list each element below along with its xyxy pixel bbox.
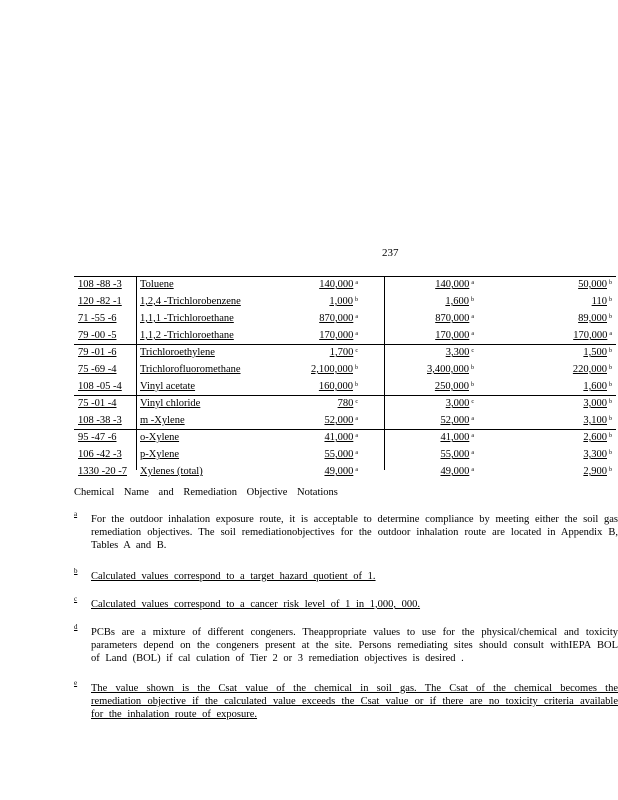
note-marker: a <box>471 331 474 337</box>
note-marker: a <box>471 467 474 473</box>
objective-value-2: 250,000 $^b$ <box>434 381 474 392</box>
objective-value-3: 170,000 $^a$ <box>573 330 612 341</box>
note-marker: a <box>355 416 358 422</box>
table-row <box>74 276 616 294</box>
note-item <box>74 679 618 721</box>
note-marker: b <box>471 382 474 388</box>
table-row <box>74 447 616 464</box>
chemical-name: p-Xylene <box>140 449 180 460</box>
objective-value-2: 41,000 $^a$ <box>440 432 474 443</box>
note-marker: b <box>609 416 612 422</box>
table-row <box>74 311 616 328</box>
objective-value-1: 160,000 $^b$ <box>318 381 358 392</box>
objective-value-3: 3,100 $^b$ <box>583 415 612 426</box>
note-marker: c <box>74 595 78 603</box>
objective-value-2: 170,000 $^a$ <box>435 330 474 341</box>
note-marker: b <box>355 365 358 371</box>
notes-title: Chemical Name and Remediation Objective Notations <box>74 487 338 498</box>
cas-number: 106 -42 -3 <box>78 449 122 460</box>
chemical-name: m -Xylene <box>140 415 185 426</box>
note-marker: a <box>471 314 474 320</box>
note-text: The value shown is the Csat value of the chemical in soil gas. The Csat of the chemical becomes the remediation objective if the calculated value exceeds the Csat value or if there are no toxicity criteria available for the inhalation route of exposure. <box>91 683 618 720</box>
objective-value-3: 1,600 $^b$ <box>583 381 612 392</box>
note-marker: b <box>609 314 612 320</box>
note-marker: b <box>471 297 474 303</box>
cas-number: 120 -82 -1 <box>78 296 122 307</box>
cas-number: 108 -05 -4 <box>78 381 122 392</box>
chemical-name: Xylenes (total) <box>140 466 203 477</box>
note-text: Calculated values correspond to a cancer risk level of 1 in 1,000, 000. <box>91 599 421 610</box>
objective-value-1: 52,000 $^a$ <box>324 415 358 426</box>
note-marker: b <box>74 567 78 575</box>
note-text: PCBs are a mixture of different congeners. Theappropriate values to use for the physical/chemical and toxicity parameters depend on the congeners present at the site. Persons remediating sites should consult withIEPA BOL of Land (BOL) if cal culation of Tier 2 or 3 remediation objectives is desired . <box>91 627 618 664</box>
note-marker: a <box>471 280 474 286</box>
note-item <box>74 595 618 611</box>
cas-number: 75 -01 -4 <box>78 398 117 409</box>
cas-number: 71 -55 -6 <box>78 313 117 324</box>
cas-number: 75 -69 -4 <box>78 364 117 375</box>
table-row <box>74 430 616 447</box>
note-text: Calculated values correspond to a target hazard quotient of 1. <box>91 571 376 582</box>
note-marker: b <box>609 348 612 354</box>
objective-value-2: 1,600 $^b$ <box>445 296 474 307</box>
cas-number: 95 -47 -6 <box>78 432 117 443</box>
objective-value-1: 55,000 $^a$ <box>324 449 358 460</box>
note-marker: a <box>471 416 474 422</box>
objective-value-2: 3,000 $^c$ <box>445 398 474 409</box>
chemical-name: Trichloroethylene <box>140 347 215 358</box>
note-marker: b <box>609 280 612 286</box>
note-marker: c <box>471 399 474 405</box>
table-row <box>74 345 616 362</box>
note-marker: d <box>74 623 78 631</box>
objective-value-1: 170,000 $^a$ <box>319 330 358 341</box>
objective-value-1: 2,100,000 $^b$ <box>311 364 358 375</box>
objective-value-2: 52,000 $^a$ <box>440 415 474 426</box>
note-marker: e <box>74 679 78 687</box>
table-row <box>74 396 616 413</box>
note-marker: b <box>355 297 358 303</box>
page-number: 237 <box>382 247 399 259</box>
note-marker: c <box>355 348 358 354</box>
note-marker: a <box>609 331 612 337</box>
note-marker: b <box>609 450 612 456</box>
table-row <box>74 464 616 481</box>
note-item <box>74 510 618 552</box>
table-row <box>74 362 616 379</box>
objective-value-2: 49,000 $^a$ <box>440 466 474 477</box>
objective-value-3: 50,000 $^b$ <box>578 279 612 290</box>
note-marker: b <box>609 382 612 388</box>
objective-value-1: 140,000 $^a$ <box>319 279 358 290</box>
objective-value-3: 220,000 $^b$ <box>572 364 612 375</box>
note-marker: a <box>355 450 358 456</box>
chemical-name: o-Xylene <box>140 432 180 443</box>
note-marker: c <box>471 348 474 354</box>
note-text: For the outdoor inhalation exposure route, it is acceptable to determine compliance by meeting either the soil gas remediation objectives. The soil remediationobjectives for the outdoor inhalation route are located in Appendix B, Tables A and B. <box>91 514 618 551</box>
chemical-name: Vinyl chloride <box>140 398 201 409</box>
chemical-name: 1,2,4 -Trichlorobenzene <box>140 296 241 307</box>
objective-value-3: 2,900 $^b$ <box>583 466 612 477</box>
table-row <box>74 294 616 311</box>
note-marker: a <box>355 280 358 286</box>
objective-value-1: 780 $^c$ <box>337 398 358 409</box>
note-marker: b <box>609 365 612 371</box>
table-row <box>74 379 616 396</box>
cas-number: 79 -01 -6 <box>78 347 117 358</box>
objective-value-3: 2,600 $^b$ <box>583 432 612 443</box>
cas-number: 108 -38 -3 <box>78 415 122 426</box>
note-marker: b <box>609 467 612 473</box>
chemical-name: 1,1,2 -Trichloroethane <box>140 330 234 341</box>
remediation-objectives-table <box>74 276 616 481</box>
objective-value-2: 3,400,000 $^b$ <box>427 364 474 375</box>
note-marker: b <box>355 382 358 388</box>
chemical-name: 1,1,1 -Trichloroethane <box>140 313 234 324</box>
note-item <box>74 623 618 665</box>
objective-value-3: 3,000 $^b$ <box>583 398 612 409</box>
note-marker: a <box>471 433 474 439</box>
objective-value-3: 1,500 $^b$ <box>583 347 612 358</box>
table-row <box>74 328 616 345</box>
objective-value-1: 41,000 $^a$ <box>324 432 358 443</box>
note-marker: a <box>74 510 78 518</box>
table-row <box>74 413 616 430</box>
objective-value-3: 110 $^b$ <box>591 296 612 307</box>
chemical-name: Toluene <box>140 279 174 290</box>
cas-number: 79 -00 -5 <box>78 330 117 341</box>
objective-value-2: 140,000 $^a$ <box>435 279 474 290</box>
objective-value-1: 1,700 $^c$ <box>329 347 358 358</box>
note-marker: a <box>355 433 358 439</box>
note-marker: b <box>609 297 612 303</box>
objective-value-2: 870,000 $^a$ <box>435 313 474 324</box>
objective-value-3: 89,000 $^b$ <box>578 313 612 324</box>
note-marker: a <box>355 467 358 473</box>
note-marker: b <box>609 399 612 405</box>
note-marker: a <box>471 450 474 456</box>
note-item <box>74 567 618 583</box>
note-marker: a <box>355 331 358 337</box>
objective-value-1: 870,000 $^a$ <box>319 313 358 324</box>
objective-value-2: 3,300 $^c$ <box>445 347 474 358</box>
note-marker: b <box>609 433 612 439</box>
note-marker: b <box>471 365 474 371</box>
cas-number: 108 -88 -3 <box>78 279 122 290</box>
chemical-name: Vinyl acetate <box>140 381 196 392</box>
objective-value-1: 1,000 $^b$ <box>329 296 358 307</box>
note-marker: c <box>355 399 358 405</box>
cas-number: 1330 -20 -7 <box>78 466 127 477</box>
objective-value-3: 3,300 $^b$ <box>583 449 612 460</box>
objective-value-1: 49,000 $^a$ <box>324 466 358 477</box>
chemical-name: Trichlorofluoromethane <box>140 364 241 375</box>
note-marker: a <box>355 314 358 320</box>
objective-value-2: 55,000 $^a$ <box>440 449 474 460</box>
